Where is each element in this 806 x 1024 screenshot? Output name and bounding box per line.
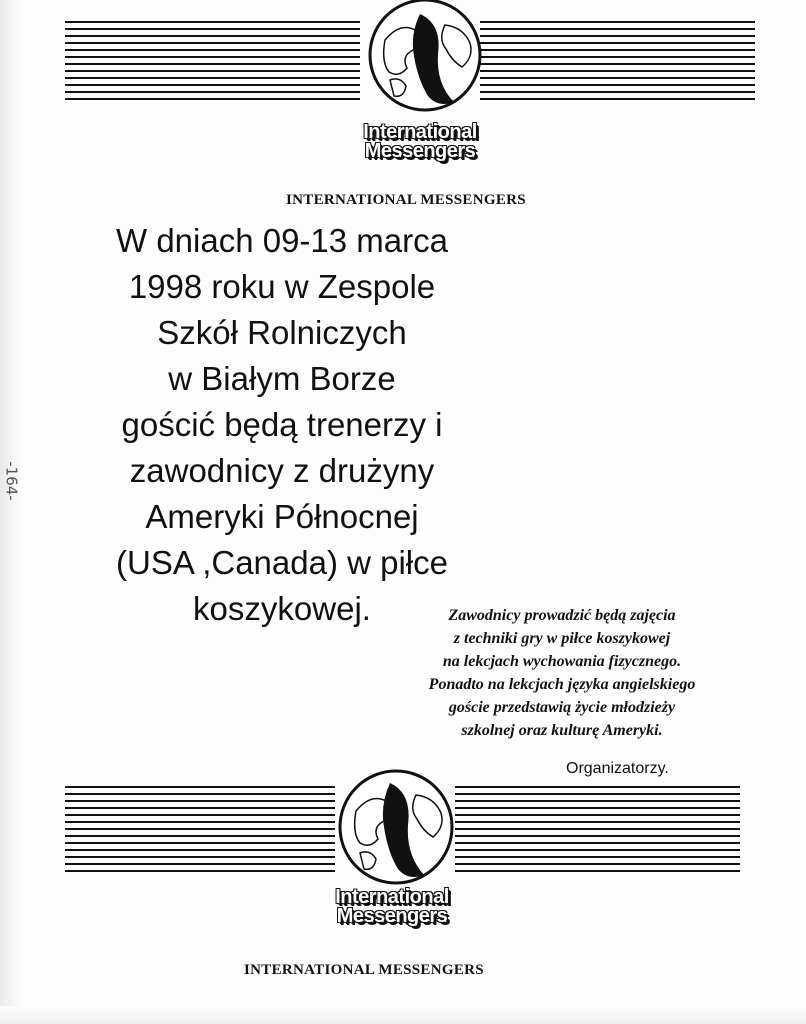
international-messengers-logo-bottom [307, 887, 477, 926]
headline-line: zawodnicy z drużyny [129, 452, 435, 489]
international-messengers-logo [335, 122, 505, 161]
headline-line: 1998 roku w Zespole [128, 268, 436, 305]
logo-line-2: Messengers [364, 140, 476, 162]
headline [72, 218, 492, 632]
details-line: Zawodnicy prowadzić będą zajęcia [448, 607, 676, 624]
headline-line: Ameryki Północnej [145, 498, 419, 535]
scan-edge-bottom [0, 1006, 806, 1024]
logo-line-2: Messengers [336, 905, 448, 927]
headline-line: koszykowej. [193, 590, 371, 627]
headline-line: (USA ,Canada) w piłce [116, 544, 448, 581]
headline-line: w Białym Borze [168, 360, 396, 397]
margin-page-note: -164- [2, 461, 21, 501]
details-paragraph [362, 604, 762, 742]
details-line: Ponadto na lekcjach języka angielskiego [428, 676, 696, 693]
details-line: z techniki gry w piłce koszykowej [453, 630, 671, 647]
scan-edge-left [0, 0, 24, 1024]
headline-line: Szkół Rolniczych [157, 314, 407, 351]
details-line: na lekcjach wychowania fizycznego. [442, 653, 682, 670]
logo-caption-top: INTERNATIONAL MESSENGERS [286, 192, 526, 208]
details-line: szkolnej oraz kulturę Ameryki. [461, 722, 663, 739]
logo-line-1: International [363, 121, 477, 143]
logo-caption-bottom: INTERNATIONAL MESSENGERS [244, 962, 484, 978]
headline-line: gościć będą trenerzy i [121, 406, 443, 443]
headline-line: W dniach 09-13 marca [116, 222, 448, 259]
details-line: goście przedstawią życie młodzieży [448, 699, 676, 716]
signature: Organizatorzy. [566, 760, 669, 777]
logo-line-1: International [335, 886, 449, 908]
